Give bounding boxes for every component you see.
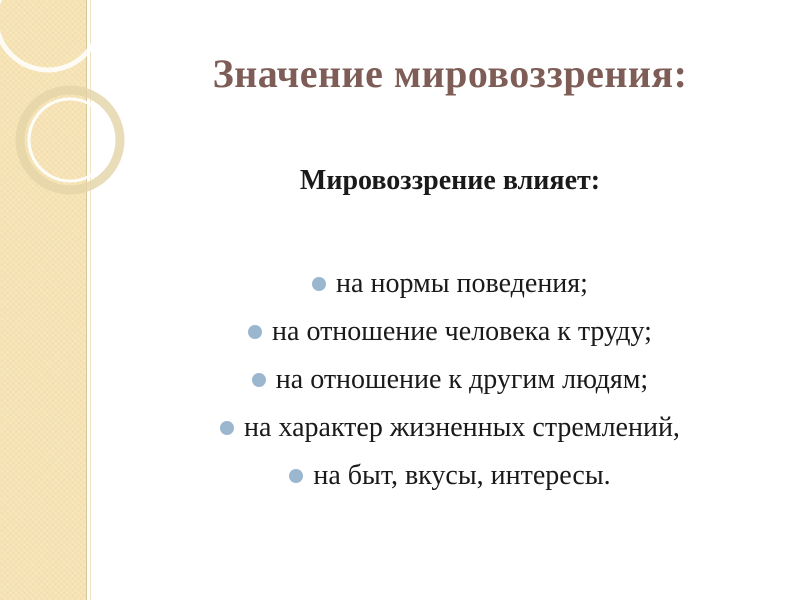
decorative-side-panel	[0, 0, 86, 600]
list-item	[100, 404, 800, 452]
list-item-text: на отношение к другим людям;	[275, 364, 649, 395]
side-panel-border-inner	[90, 0, 91, 600]
circle-bullet-icon	[252, 373, 266, 387]
side-panel-border	[86, 0, 87, 600]
circle-bullet-icon	[220, 421, 234, 435]
list-item-text: на характер жизненных стремлений,	[244, 412, 680, 443]
list-item-text: на нормы поведения;	[336, 268, 588, 299]
circle-bullet-icon	[312, 277, 326, 291]
list-item-text: на отношение человека к труду;	[272, 316, 652, 347]
list-item	[100, 308, 800, 356]
bullet-list	[100, 260, 800, 500]
list-item	[100, 452, 800, 500]
subtitle: Мировоззрение влияет:	[299, 165, 601, 196]
list-item	[100, 260, 800, 308]
list-item	[100, 356, 800, 404]
circle-bullet-icon	[289, 469, 303, 483]
page-title: Значение мировоззрения:	[212, 51, 688, 96]
circle-bullet-icon	[248, 325, 262, 339]
list-item-text: на быт, вкусы, интересы.	[313, 460, 611, 491]
